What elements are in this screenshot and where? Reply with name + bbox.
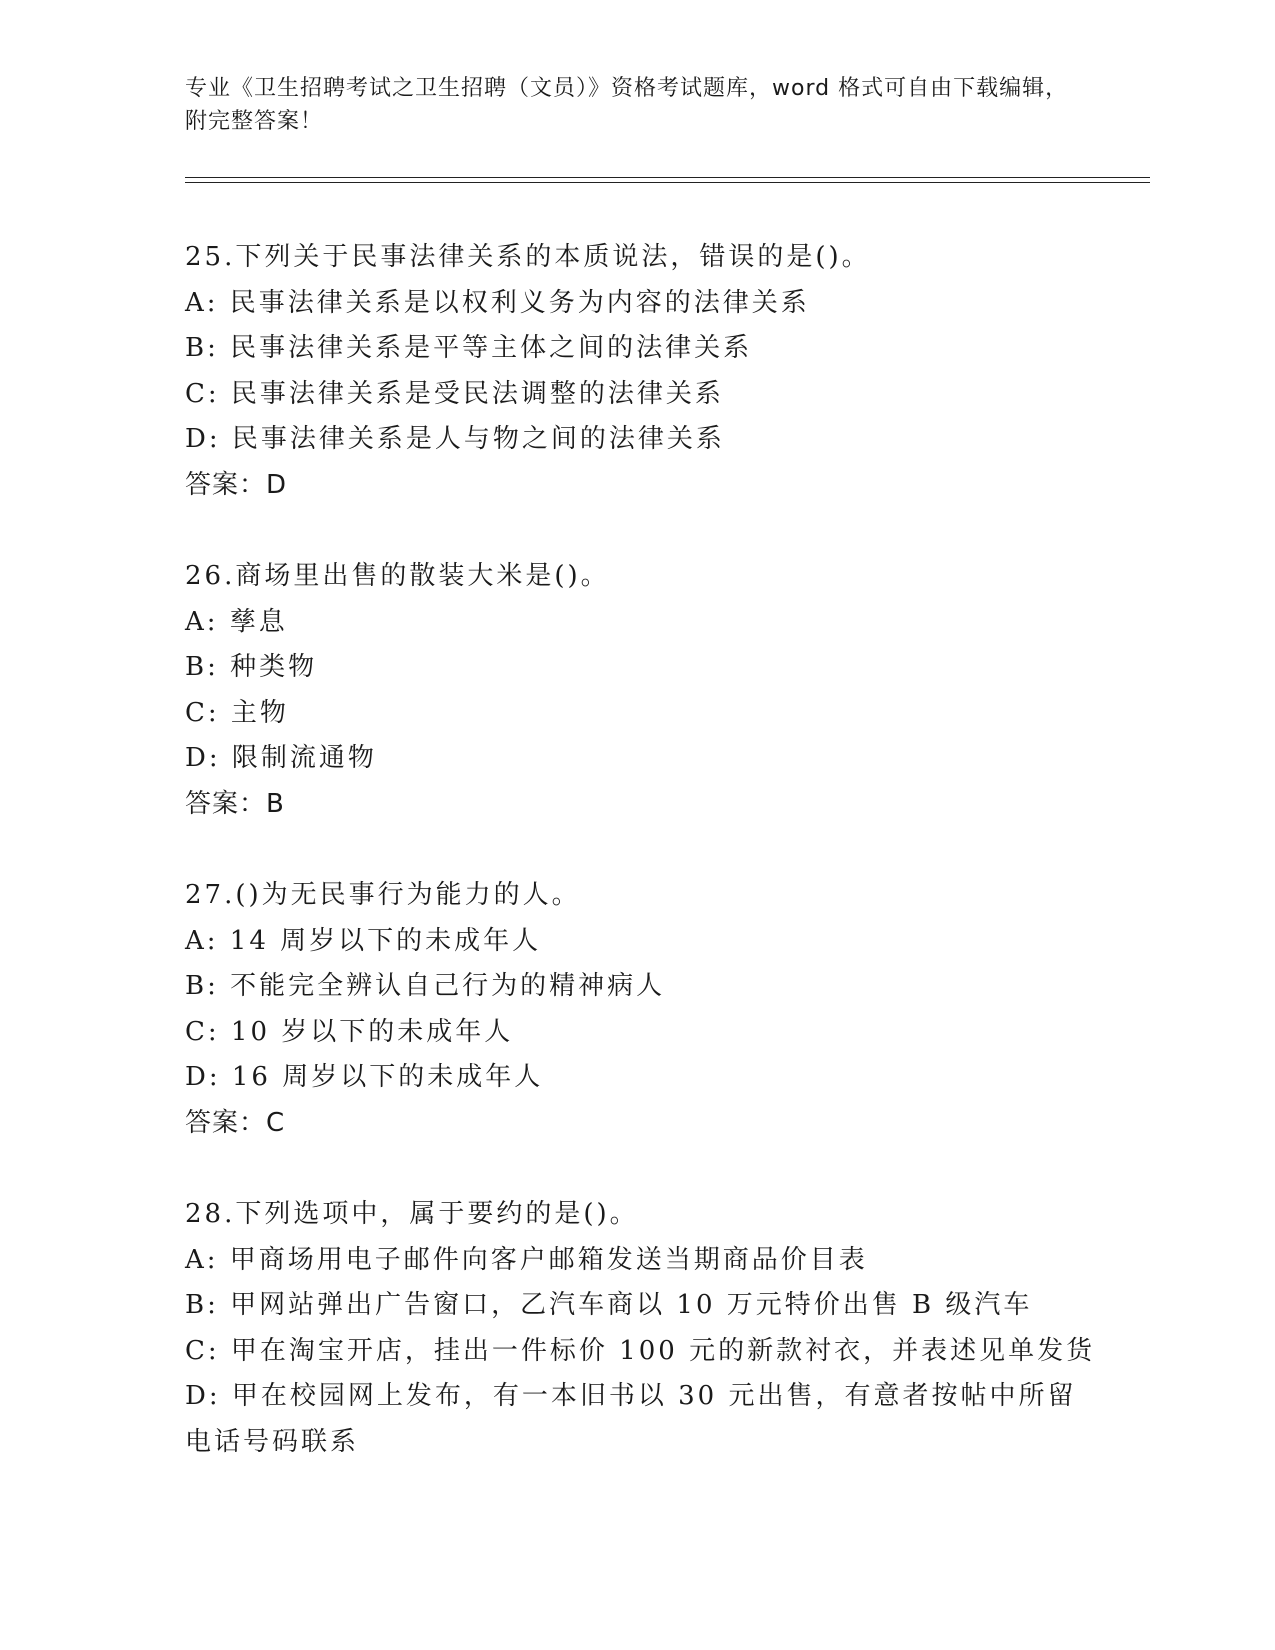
answer-label: 答案：B (185, 788, 285, 819)
option-d: D: 民事法律关系是人与物之间的法律关系 (185, 424, 725, 454)
answer-label: 答案：C (185, 1107, 286, 1138)
option-d: D: 甲在校园网上发布，有一本旧书以 30 元出售，有意者按帖中所留电话号码联系 (185, 1381, 1077, 1457)
option-a: A: 民事法律关系是以权利义务为内容的法律关系 (185, 287, 810, 318)
question-list (185, 235, 1096, 1511)
question-25 (185, 235, 1085, 508)
header-divider-top (185, 177, 1150, 178)
option-b: B: 种类物 (185, 652, 318, 682)
question-stem: 26.商场里出售的散装大米是()。 (185, 561, 610, 591)
question-stem: 27.()为无民事行为能力的人。 (185, 880, 581, 910)
option-b: B: 甲网站弹出广告窗口，乙汽车商以 10 万元特价出售 B 级汽车 (185, 1290, 1033, 1320)
option-d: D: 16 周岁以下的未成年人 (185, 1062, 544, 1092)
header-divider-bottom (185, 182, 1150, 183)
answer-label: 答案：D (185, 469, 288, 500)
question-26 (185, 554, 1085, 827)
option-c: C: 民事法律关系是受民法调整的法律关系 (185, 378, 724, 409)
option-b: B: 民事法律关系是平等主体之间的法律关系 (185, 333, 753, 363)
option-a: A: 甲商场用电子邮件向客户邮箱发送当期商品价目表 (185, 1244, 868, 1275)
option-b: B: 不能完全辨认自己行为的精神病人 (185, 971, 666, 1001)
option-c: C: 甲在淘宝开店，挂出一件标价 100 元的新款衬衣，并表述见单发货 (185, 1335, 1096, 1366)
option-c: C: 10 岁以下的未成年人 (185, 1016, 514, 1047)
option-d: D: 限制流通物 (185, 743, 377, 773)
question-28 (185, 1192, 1096, 1465)
question-stem: 28.下列选项中，属于要约的是()。 (185, 1199, 639, 1229)
document-header: 专业《卫生招聘考试之卫生招聘（文员）》资格考试题库，word 格式可自由下载编辑，附完整答案！ (185, 76, 1069, 134)
option-a: A: 14 周岁以下的未成年人 (185, 925, 542, 956)
option-a: A: 孳息 (185, 606, 288, 637)
question-stem: 25.下列关于民事法律关系的本质说法，错误的是()。 (185, 242, 871, 272)
question-27 (185, 873, 1085, 1146)
option-c: C: 主物 (185, 697, 289, 728)
